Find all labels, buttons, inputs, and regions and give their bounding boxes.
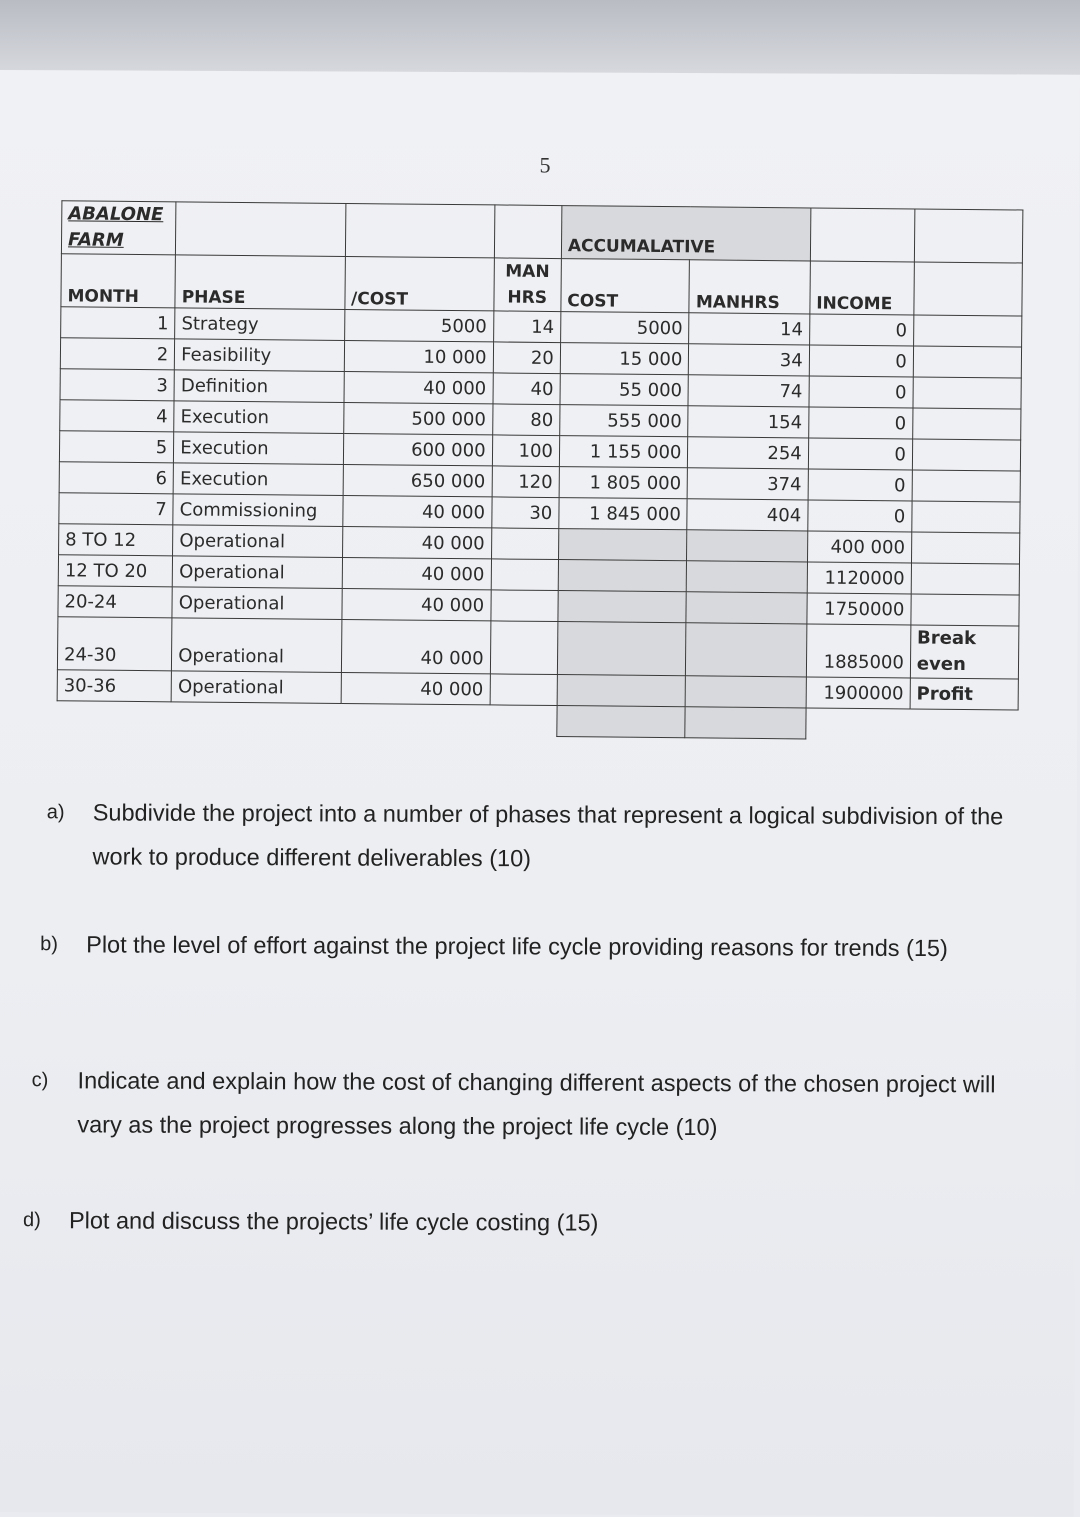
question-letter: d) [22, 1209, 41, 1232]
cell-accumulative-cost [558, 560, 687, 592]
cell-accumulative-cost: 55 000 [560, 374, 689, 406]
empty-cell [490, 621, 558, 675]
cell-accumulative-manhrs [687, 530, 808, 562]
cell-phase: Strategy [175, 308, 345, 341]
cell-cost: 5000 [344, 309, 493, 341]
cell-phase: Execution [174, 401, 344, 434]
cell-phase: Operational [172, 556, 342, 589]
cell-note [912, 439, 1020, 471]
empty-cell [910, 709, 1018, 741]
cell-accumulative-manhrs: 154 [688, 406, 809, 438]
cell-cost: 40 000 [342, 588, 491, 620]
cell-phase: Definition [174, 370, 344, 403]
cell-accumulative-manhrs: 404 [687, 499, 808, 531]
cell-month: 4 [60, 400, 175, 432]
cell-month: 5 [59, 431, 174, 463]
cell-man-hrs [491, 559, 559, 591]
cell-income: 0 [808, 438, 912, 470]
empty-cell [176, 202, 346, 257]
cell-note [913, 377, 1021, 409]
cell-cost: 40 000 [342, 526, 491, 558]
empty-cell [685, 707, 806, 739]
cell-month: 3 [60, 369, 175, 401]
cell-accumulative-manhrs: 74 [688, 375, 809, 407]
cell-cost: 10 000 [344, 340, 493, 372]
cell-accumulative-cost: 5000 [560, 312, 689, 344]
header-phase: PHASE [175, 255, 345, 310]
empty-cell [557, 622, 686, 676]
header-accumulative-manhrs: MANHRS [689, 260, 810, 314]
empty-cell [914, 209, 1023, 263]
cell-phase: Operational [173, 525, 343, 558]
cell-accumulative-cost: 1 805 000 [559, 467, 688, 499]
cell-man-hrs: 20 [493, 342, 561, 374]
cell-cost: 650 000 [343, 464, 492, 496]
cell-accumulative-manhrs [686, 592, 807, 624]
cell-note [912, 501, 1020, 533]
background-shadow [0, 0, 1080, 80]
cell-accumulative-manhrs: 374 [687, 468, 808, 500]
title-row [61, 201, 1022, 263]
cell-cost: 600 000 [343, 433, 492, 465]
cell-note [911, 594, 1019, 626]
empty-cell [686, 623, 807, 677]
header-man-hrs-line2: HRS [507, 287, 548, 308]
cell-accumulative-cost: 1 155 000 [559, 436, 688, 468]
cell-month: 20-24 [58, 586, 173, 618]
cell-note [911, 532, 1019, 564]
cell-note [911, 563, 1019, 595]
cell-note: Profit [910, 678, 1018, 710]
cell-note [913, 346, 1021, 378]
empty-cell [340, 703, 489, 735]
cell-accumulative-cost [558, 529, 687, 561]
cell-phase: Feasibility [175, 339, 345, 372]
cell-month: 7 [59, 493, 174, 525]
empty-cell [57, 701, 172, 733]
cell-man-hrs: 100 [492, 435, 560, 467]
cell-month: 12 TO 20 [58, 555, 173, 587]
questions-list [22, 790, 1035, 1236]
table-row [57, 617, 1018, 679]
cell-income: 0 [808, 469, 912, 501]
cell-accumulative-manhrs [687, 561, 808, 593]
cell-accumulative-cost: 15 000 [560, 343, 689, 375]
cell-phase: Operational [171, 671, 341, 704]
empty-cell [171, 702, 341, 735]
empty-cell [914, 262, 1023, 316]
cell-man-hrs: 80 [492, 404, 560, 436]
cell-month: 2 [60, 338, 175, 370]
header-man-hrs [493, 258, 561, 312]
cell-note [912, 470, 1020, 502]
cell-phase: Execution [173, 463, 343, 496]
cell-cost: 40 000 [342, 557, 491, 589]
cell-accumulative-manhrs: 14 [689, 313, 810, 345]
question-letter: b) [40, 933, 59, 956]
empty-cell [345, 203, 494, 257]
question-text: Subdivide the project into a number of phases that represent a logical subdivision of the work to produce different deliverables (10) [92, 799, 1004, 872]
cell-income: 400 000 [807, 531, 911, 563]
empty-cell [557, 706, 686, 738]
header-man-hrs-line1: MAN [505, 261, 550, 282]
header-cost: /COST [344, 256, 493, 310]
cell-accumulative-cost: 1 845 000 [559, 498, 688, 530]
header-accumulative-cost: COST [561, 259, 690, 313]
cell-note [913, 315, 1021, 347]
accumulative-header: ACCUMALATIVE [561, 206, 810, 261]
empty-cell [685, 676, 806, 708]
cell-cost: 40 000 [341, 619, 490, 673]
cell-accumulative-cost [558, 591, 687, 623]
cell-month: 24-30 [57, 617, 172, 671]
cell-man-hrs: 40 [493, 373, 561, 405]
empty-cell [806, 708, 910, 740]
question-text: Indicate and explain how the cost of changing different aspects of the chosen project will vary as the project progresses along the project life cycle (10) [77, 1067, 996, 1141]
cell-note [913, 408, 1021, 440]
question-letter: a) [46, 801, 65, 824]
note-break: Break [916, 627, 977, 650]
cell-man-hrs: 120 [492, 466, 560, 498]
cell-income: 1750000 [807, 593, 911, 625]
cell-phase: Commissioning [173, 494, 343, 527]
farm-title-line1: ABALONE [68, 203, 164, 226]
document-page [0, 70, 1080, 1517]
cell-man-hrs [490, 590, 558, 622]
question-text: Plot and discuss the projects’ life cycle costing (15) [68, 1207, 599, 1236]
cell-income: 1900000 [806, 677, 910, 709]
cell-income: 0 [808, 500, 912, 532]
cell-income: 1885000 [806, 624, 911, 678]
empty-cell [557, 675, 686, 707]
header-month: MONTH [61, 254, 176, 308]
cell-income: 0 [808, 407, 912, 439]
empty-cell [490, 674, 558, 706]
cell-accumulative-manhrs: 254 [688, 437, 809, 469]
header-row [61, 254, 1022, 316]
empty-cell [494, 205, 562, 259]
cell-cost: 40 000 [342, 495, 491, 527]
cell-man-hrs: 14 [493, 311, 561, 343]
cell-accumulative-manhrs: 34 [689, 344, 810, 376]
cell-cost: 40 000 [344, 371, 493, 403]
cell-month: 30-36 [57, 670, 172, 702]
cell-accumulative-cost: 555 000 [560, 405, 689, 437]
cell-income: 0 [809, 376, 913, 408]
cell-phase: Operational [172, 587, 342, 620]
cell-income: 0 [809, 345, 913, 377]
cell-man-hrs [491, 528, 559, 560]
cell-month: 1 [61, 307, 176, 339]
cell-note [910, 625, 1019, 679]
empty-cell [489, 705, 557, 737]
cell-man-hrs: 30 [491, 497, 559, 529]
header-income: INCOME [810, 261, 915, 315]
cell-cost: 40 000 [341, 672, 490, 704]
farm-title-line2: FARM [67, 229, 124, 251]
cell-income: 1120000 [807, 562, 911, 594]
page-number: 5 [539, 152, 551, 178]
cell-income: 0 [809, 314, 913, 346]
farm-title [61, 201, 176, 255]
cell-month: 8 TO 12 [59, 524, 174, 556]
cell-phase: Operational [172, 618, 342, 673]
note-even: even [916, 653, 966, 675]
question-letter: c) [31, 1069, 49, 1092]
cell-month: 6 [59, 462, 174, 494]
abalone-farm-table [56, 200, 1023, 741]
cell-cost: 500 000 [343, 402, 492, 434]
cell-phase: Execution [174, 432, 344, 465]
empty-cell [810, 208, 915, 262]
question-text: Plot the level of effort against the project life cycle providing reasons for trends (15) [86, 931, 948, 962]
